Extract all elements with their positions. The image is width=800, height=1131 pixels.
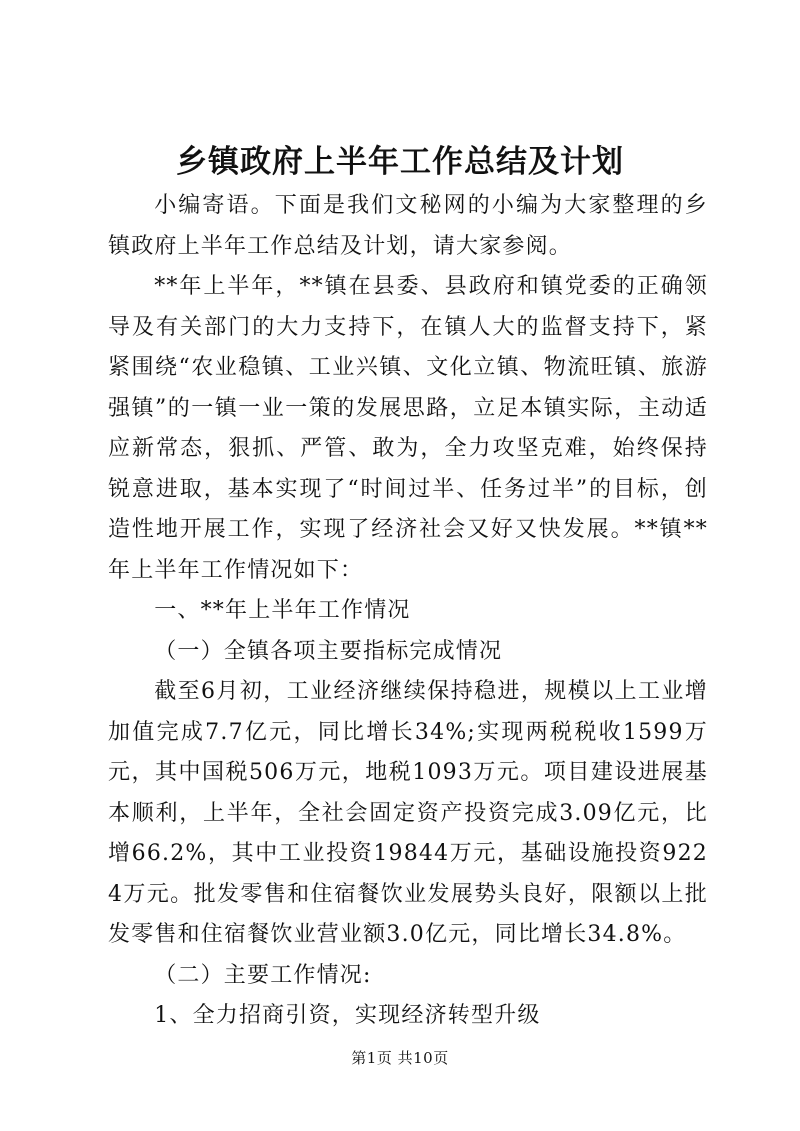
summary-paragraph: **年上半年，**镇在县委、县政府和镇党委的正确领导及有关部门的大力支持下，在镇人大的监督支持下，紧紧围绕“农业稳镇、工业兴镇、文化立镇、物流旺镇、旅游强镇”的一镇一业一策的发展思路，立足本镇实际，主动适应新常态，狠抓、严管、敢为，全力攻坚克难，始终保持锐意进取，基本实现了“时间过半、任务过半”的目标，创造性地开展工作，实现了经济社会又好又快发展。**镇**年上半年工作情况如下： — [108, 274, 708, 583]
intro-paragraph: 小编寄语。下面是我们文秘网的小编为大家整理的乡镇政府上半年工作总结及计划，请大家参阅。 — [108, 193, 708, 259]
document-title: 乡镇政府上半年工作总结及计划 — [176, 144, 624, 180]
subsection-heading-indicators: （一）全镇各项主要指标完成情况 — [154, 638, 503, 664]
subsection-heading-main-work: （二）主要工作情况: — [154, 962, 372, 988]
document-body — [108, 186, 708, 1037]
indicators-paragraph: 截至6月初，工业经济继续保持稳进，规模以上工业增加值完成7.7亿元，同比增长34%;实现两税税收1599万元，其中国税506万元，地税1093万元。项目建设进展基本顺利，上半年，全社会固定资产投资完成3.09亿元，比增66.2%，其中工业投资19844万元，基础设施投资9224万元。批发零售和住宿餐饮业发展势头良好，限额以上批发零售和住宿餐饮业营业额3.0亿元，同比增长34.8%。 — [108, 679, 708, 947]
section-heading: 一、**年上半年工作情况 — [154, 598, 411, 623]
list-item-investment: 1、全力招商引资，实现经济转型升级 — [154, 1003, 541, 1028]
page-number-footer: 第1页 共10页 — [351, 1049, 449, 1067]
